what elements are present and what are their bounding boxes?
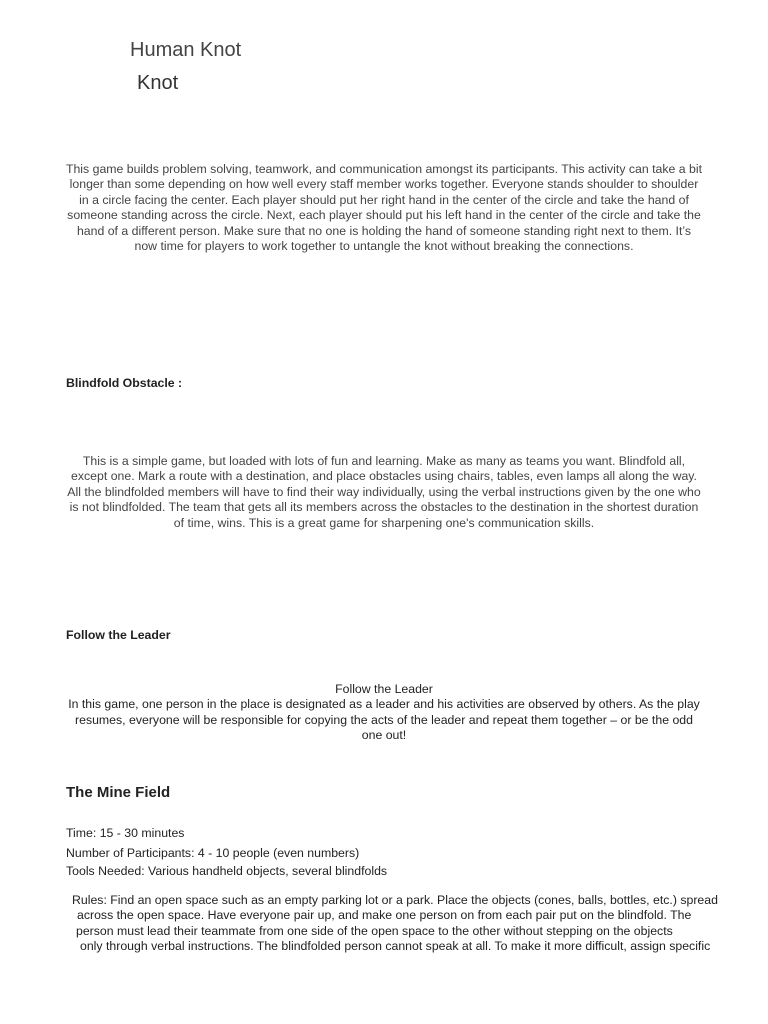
rules-line: Rules: Find an open space such as an empty parking lot or a park. Place the objects (cones, balls, bottles, etc.) spread xyxy=(72,893,718,907)
rules-line: person must lead their teammate from one side of the open space to the other without stepping on the objects xyxy=(76,923,673,938)
blindfold-obstacle-heading: Blindfold Obstacle : xyxy=(66,376,183,390)
time-line: Time: 15 - 30 minutes xyxy=(66,826,185,840)
human-knot-paragraph: This game builds problem solving, teamwork, and communication amongst its participants. This activity can take a bit longer than some depending on how well every staff member works together. Everyone stands shoulder to shoulder in a circle facing the center. Each player should put her right hand in the center of the circle and take the hand of someone standing across the circle. Next, each player should put his left hand in the center of the circle and take the hand of a different person. Make sure that no one is holding the hand of someone standing right next to them. It’s now time for players to work together to untangle the knot without breaking the connections. xyxy=(65,162,703,254)
cut-off-title: Human Knot xyxy=(130,39,242,61)
follow-the-leader-paragraph: In this game, one person in the place is designated as a leader and his activities are observed by others. As the play resumes, everyone will be responsible for copying the acts of the leader and repeat them together – or be the odd one out! xyxy=(68,697,700,743)
tools-line: Tools Needed: Various handheld objects, several blindfolds xyxy=(66,864,388,878)
follow-the-leader-section xyxy=(64,682,704,744)
rules-line: only through verbal instructions. The blindfolded person cannot speak at all. To make it more difficult, assign specific xyxy=(80,939,711,954)
rules-paragraph xyxy=(66,893,718,954)
human-knot-title: Knot xyxy=(137,72,179,94)
follow-the-leader-heading: Follow the Leader xyxy=(66,628,171,642)
mine-field-heading: The Mine Field xyxy=(66,784,171,801)
rules-line: across the open space. Have everyone pair up, and make one person on from each pair put on the blindfold. The xyxy=(77,908,692,923)
participants-line: Number of Participants: 4 - 10 people (even numbers) xyxy=(66,846,360,860)
blindfold-obstacle-paragraph: This is a simple game, but loaded with lots of fun and learning. Make as many as teams you want. Blindfold all, except one. Mark a route with a destination, and place obstacles using chairs, tables, even lamps all along the way. All the blindfolded members will have to find their way individually, using the verbal instructions given by the one who is not blindfolded. The team that gets all its members across the obstacles to the destination in the shortest duration of time, wins. This is a great game for sharpening one's communication skills. xyxy=(67,454,701,530)
follow-the-leader-subtitle: Follow the Leader xyxy=(335,682,433,696)
